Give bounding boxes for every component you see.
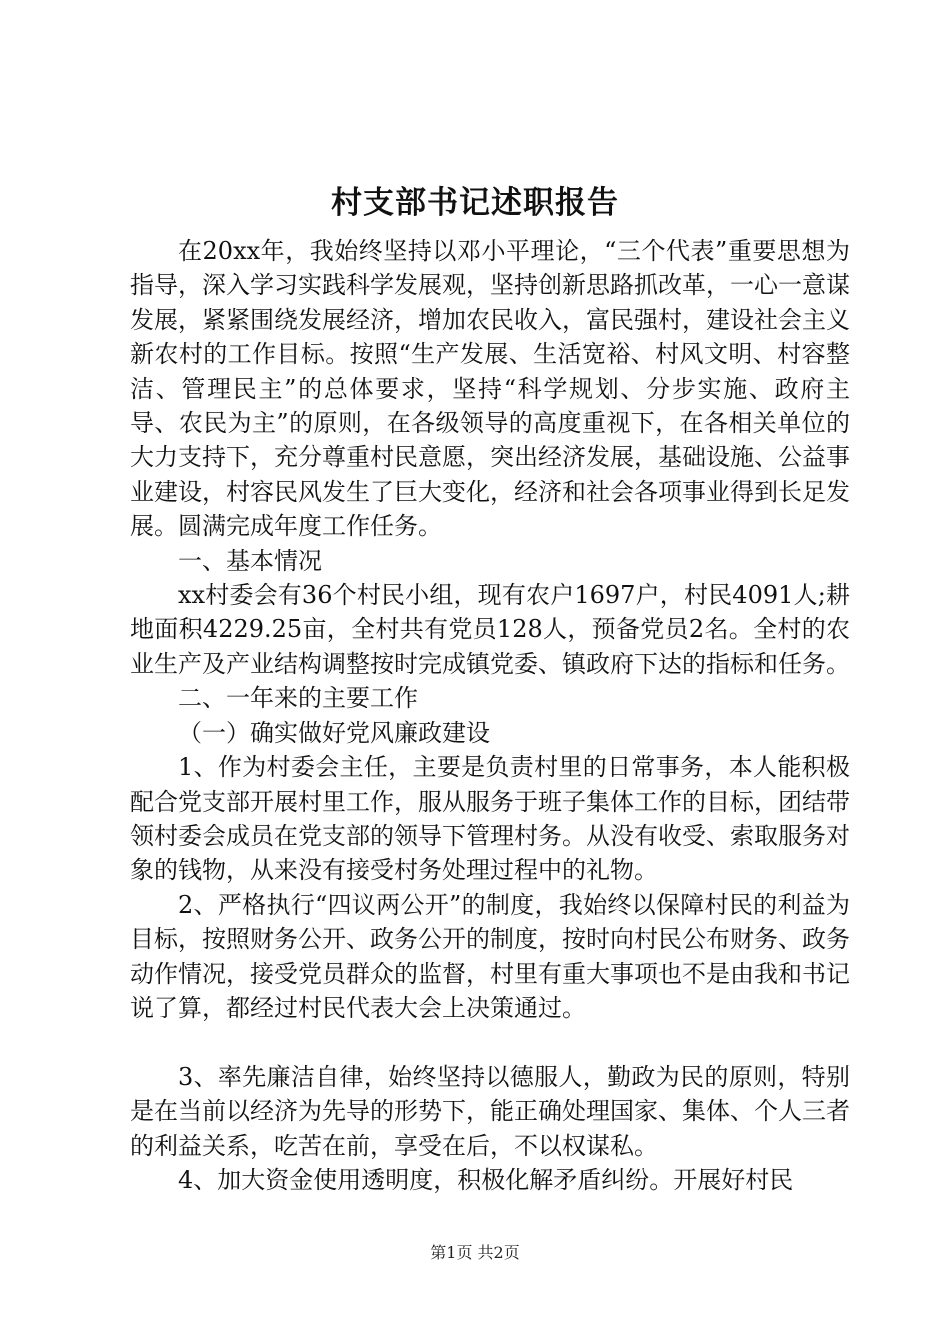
paragraph-item-2: 2、严格执行“四议两公开”的制度，我始终以保障村民的利益为目标，按照财务公开、政务公开的制度，按时向村民公布财务、政务动作情况，接受党员群众的监督，村里有重大事项也不是由我和书记说了算，都经过村民代表大会上决策通过。 — [130, 890, 850, 1022]
paragraph-item-1: 1、作为村委会主任，主要是负责村里的日常事务，本人能积极配合党支部开展村里工作，服从服务于班子集体工作的目标，团结带领村委会成员在党支部的领导下管理村务。从没有收受、索取服务对象的钱物，从来没有接受村务处理过程中的礼物。 — [130, 753, 850, 885]
paragraph-item-3: 3、率先廉洁自律，始终坚持以德服人，勤政为民的原则，特别是在当前以经济为先导的形势下，能正确处理国家、集体、个人三者的利益关系，吃苦在前，享受在后，不以权谋私。 — [130, 1062, 850, 1160]
paragraph-intro: 在20xx年，我始终坚持以邓小平理论，“三个代表”重要思想为指导，深入学习实践科学发展观，坚持创新思路抓改革，一心一意谋发展，紧紧围绕发展经济，增加农民收入，富民强村，建设社会主义新农村的工作目标。按照“生产发展、生活宽裕、村风文明、村容整洁、管理民主”的总体要求，坚持“科学规划、分步实施、政府主导、农民为主”的原则，在各级领导的高度重视下，在各相关单位的大力支持下，充分尊重村民意愿，突出经济发展，基础设施、公益事业建设，村容民风发生了巨大变化，经济和社会各项事业得到长足发展。圆满完成年度工作任务。 — [130, 237, 850, 541]
paragraph-item-4: 4、加大资金使用透明度，积极化解矛盾纠纷。开展好村民 — [178, 1165, 794, 1194]
section-heading-basic-situation: 一、基本情况 — [178, 546, 322, 575]
document-body — [130, 234, 850, 1197]
section-heading-main-work: 二、一年来的主要工作 — [178, 684, 418, 713]
paragraph-basic-situation: xx村委会有36个村民小组，现有农户1697户，村民4091人;耕地面积4229.25亩，全村共有党员128人，预备党员2名。全村的农业生产及产业结构调整按时完成镇党委、镇政府下达的指标和任务。 — [130, 581, 850, 678]
page-footer: 第1页 共2页 — [430, 1243, 520, 1262]
document-title: 村支部书记述职报告 — [331, 185, 619, 221]
subsection-heading-integrity: （一）确实做好党风廉政建设 — [178, 718, 490, 747]
blank-line — [130, 1025, 850, 1059]
